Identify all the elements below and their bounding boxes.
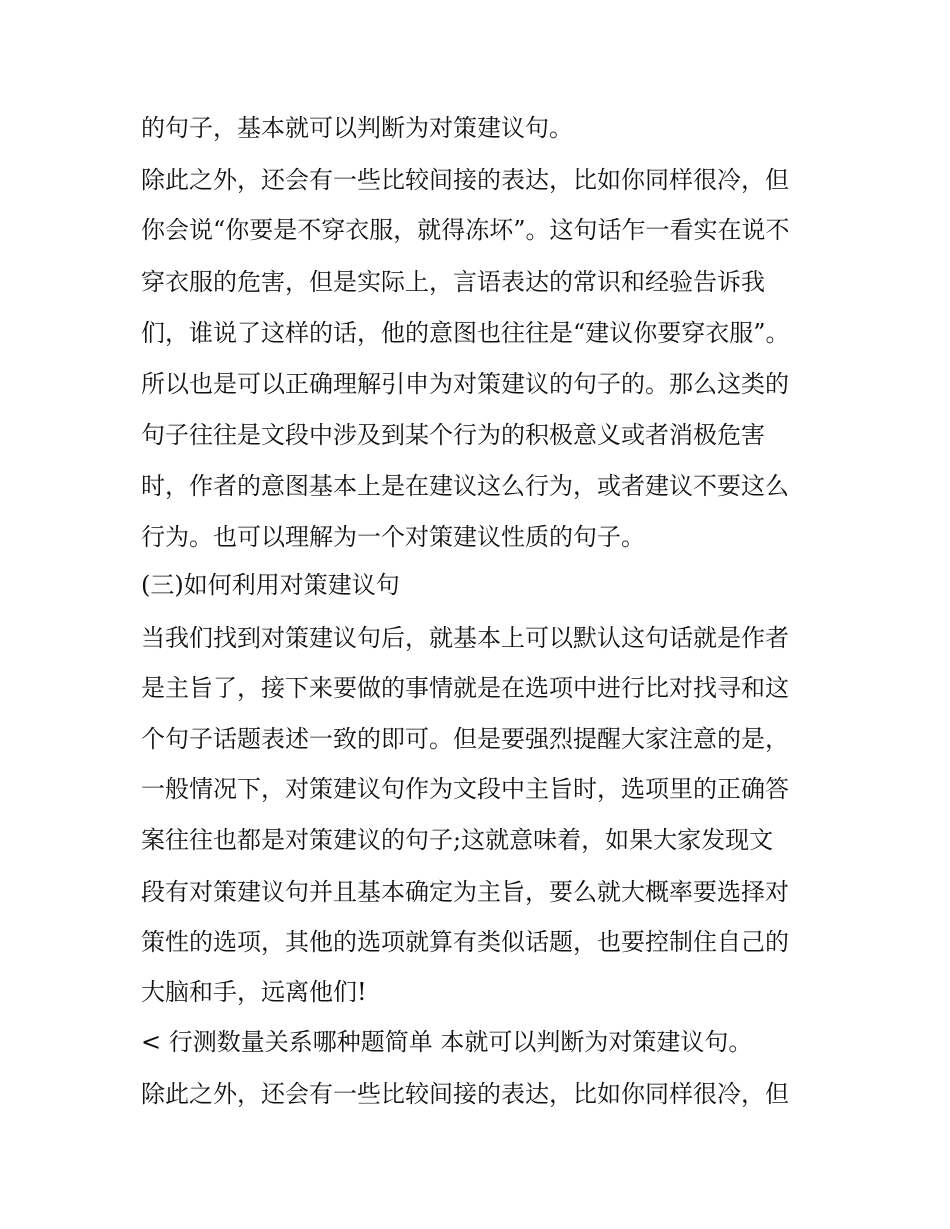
text-line-5: 们，谁说了这样的话，他的意图也往往是“建议你要穿衣服”。: [141, 319, 790, 347]
text-line-15: 案往往也都是对策建议的句子;这就意味着，如果大家发现文: [141, 826, 774, 854]
text-line-20: 除此之外，还会有一些比较间接的表达，比如你同样很冷，但: [141, 1080, 789, 1108]
text-line-8: 时，作者的意图基本上是在建议这么行为，或者建议不要这么: [141, 472, 789, 500]
text-line-6: 所以也是可以正确理解引申为对策建议的句子的。那么这类的: [141, 370, 789, 398]
text-line-17: 策性的选项，其他的选项就算有类似话题，也要控制住自己的: [141, 928, 789, 956]
text-line-1: 的句子，基本就可以判断为对策建议句。: [141, 114, 573, 142]
text-line-7: 句子往往是文段中涉及到某个行为的积极意义或者消极危害: [141, 421, 765, 449]
text-line-2: 除此之外，还会有一些比较间接的表达，比如你同样很冷，但: [141, 166, 789, 194]
text-line-12: 是主旨了，接下来要做的事情就是在选项中进行比对找寻和这: [141, 674, 789, 702]
text-line-3: 你会说“你要是不穿衣服，就得冻坏”。这句话乍一看实在说不: [141, 216, 790, 244]
text-line-9: 行为。也可以理解为一个对策建议性质的句子。: [141, 523, 645, 551]
text-line-18: 大脑和手，远离他们!: [141, 978, 367, 1006]
text-line-13: 个句子话题表述一致的即可。但是要强烈提醒大家注意的是，: [141, 725, 789, 753]
related-link[interactable]: < 行测数量关系哪种题简单 本就可以判断为对策建议句。: [141, 1028, 753, 1056]
text-line-4: 穿衣服的危害，但是实际上，言语表达的常识和经验告诉我: [141, 268, 765, 296]
text-line-16: 段有对策建议句并且基本确定为主旨，要么就大概率要选择对: [141, 878, 789, 906]
text-line-14: 一般情况下，对策建议句作为文段中主旨时，选项里的正确答: [141, 775, 789, 803]
text-line-11: 当我们找到对策建议句后，就基本上可以默认这句话就是作者: [141, 624, 789, 652]
section-heading: (三)如何利用对策建议句: [141, 571, 400, 599]
